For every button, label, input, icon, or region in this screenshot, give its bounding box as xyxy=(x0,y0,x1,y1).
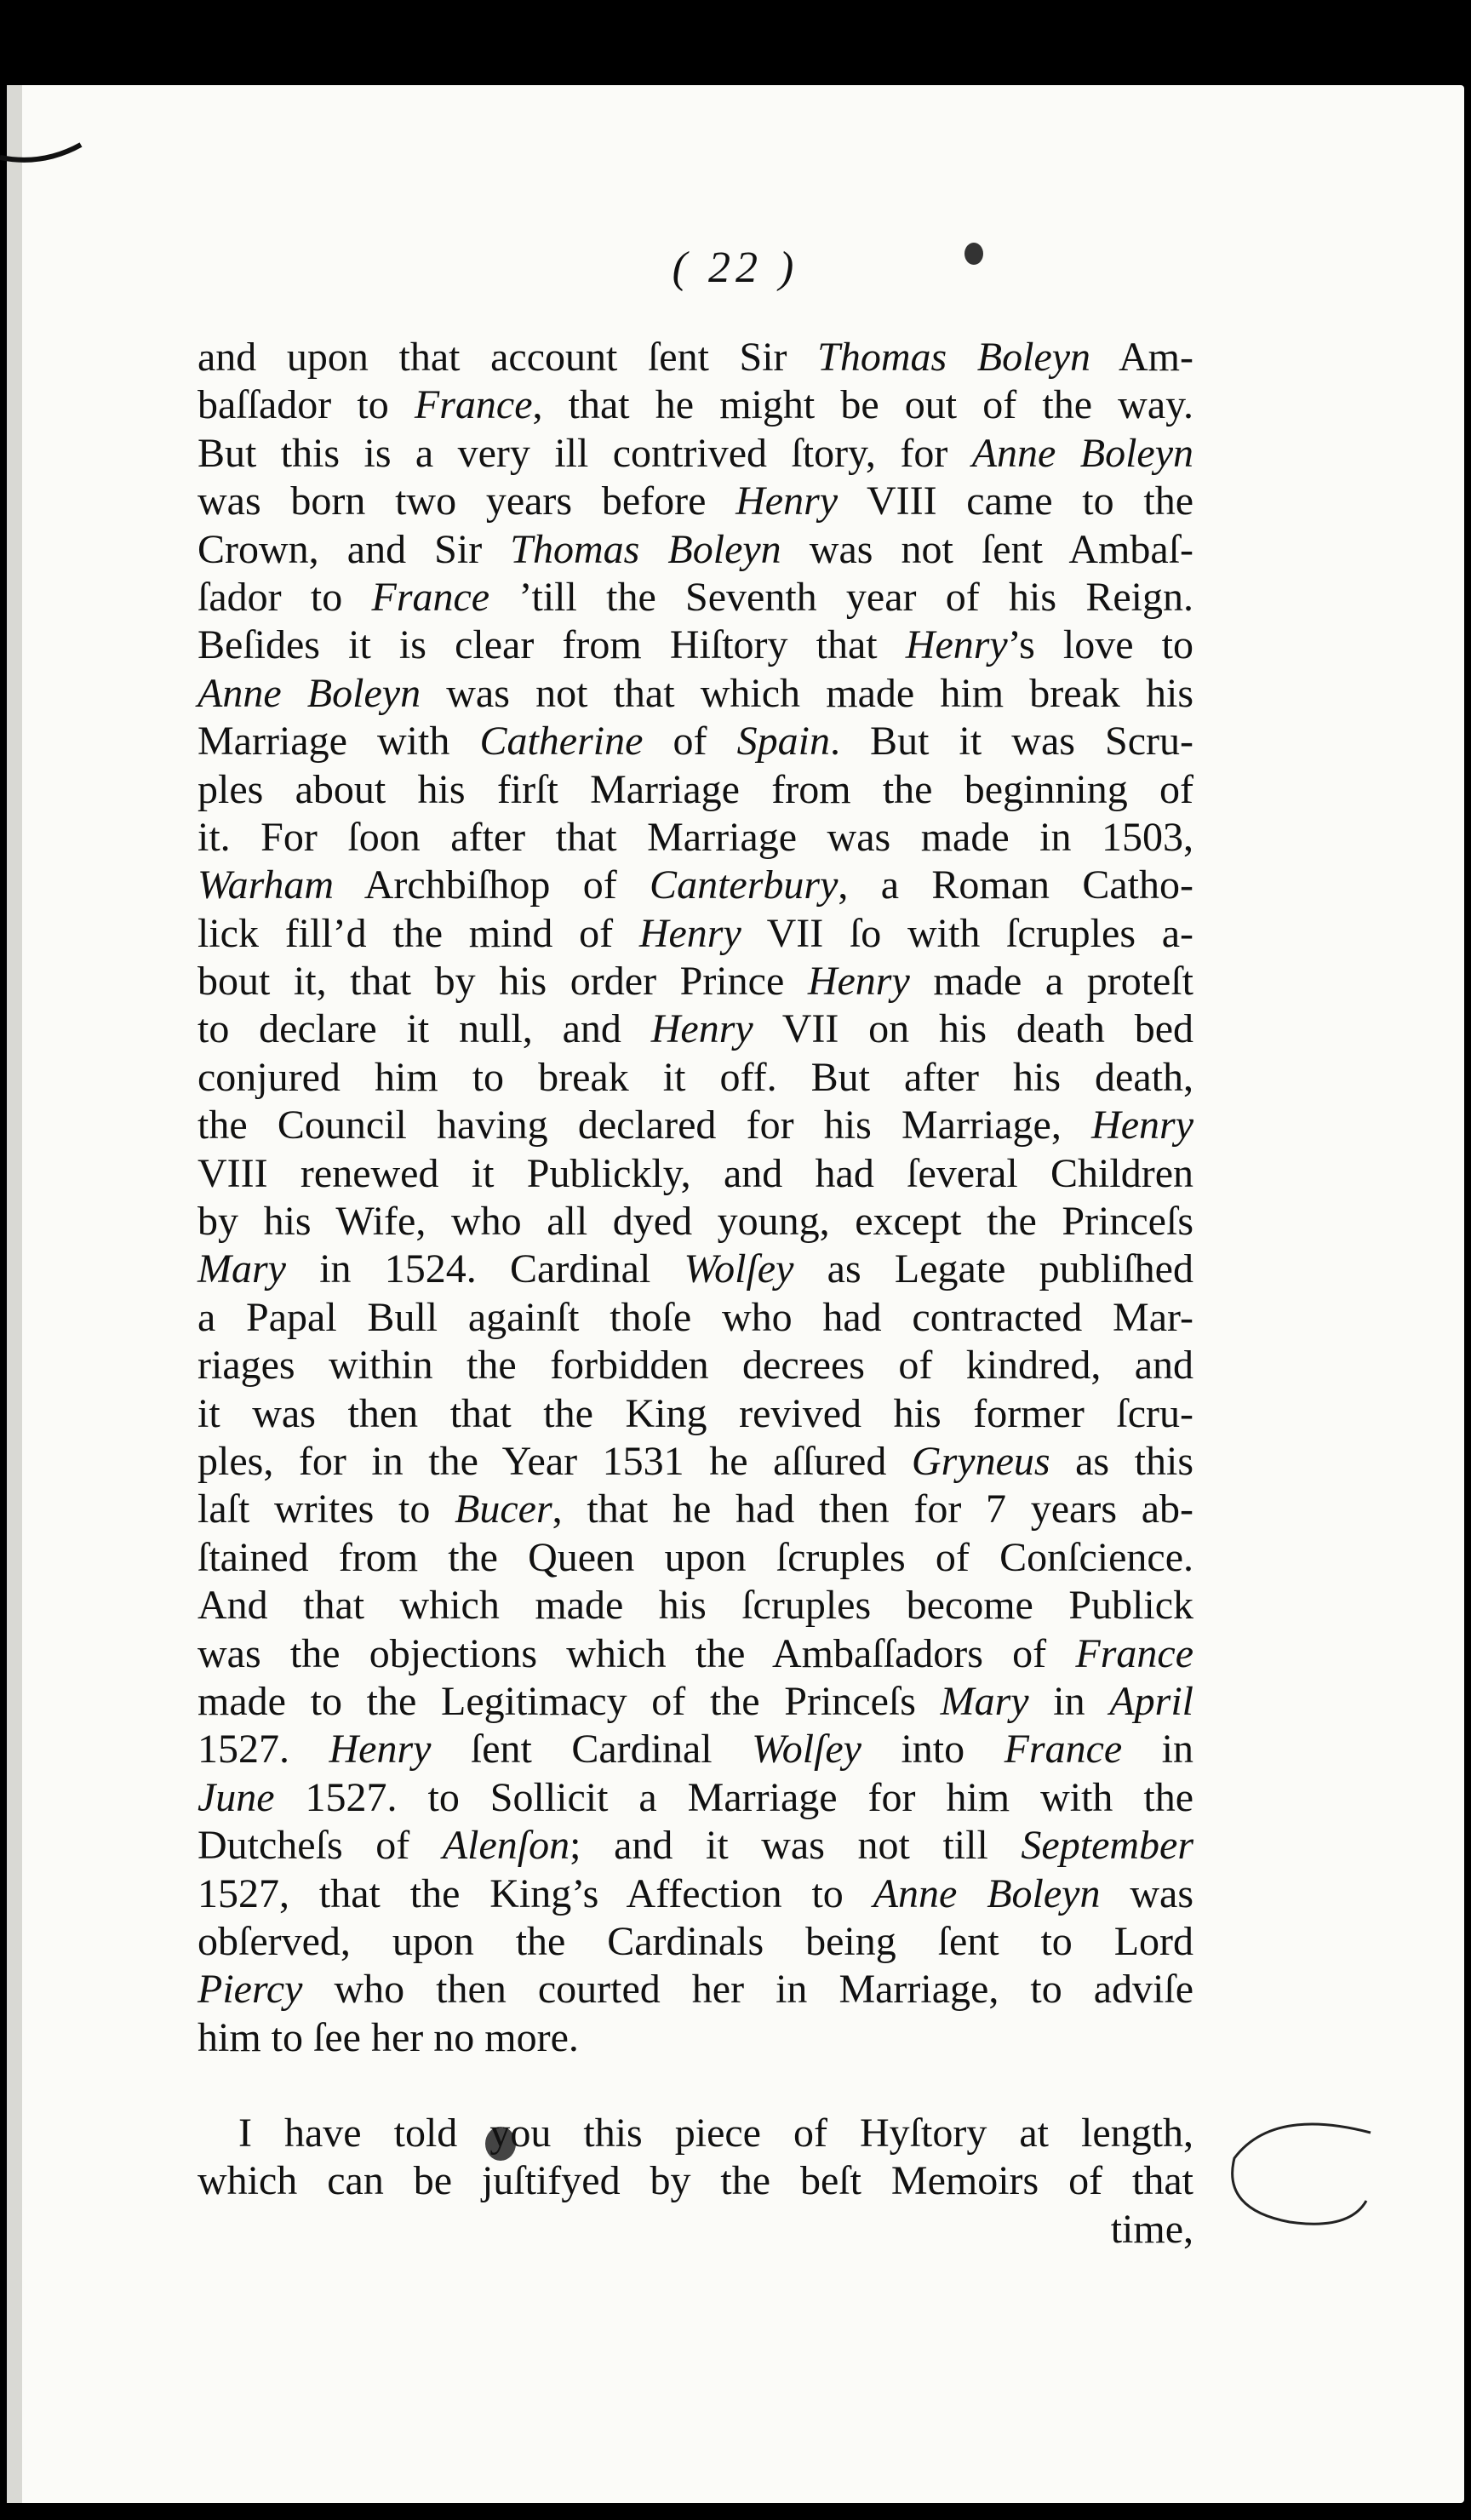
text-line xyxy=(197,2110,1193,2157)
text-line xyxy=(197,1582,1193,1629)
text-run: to declare it null, and xyxy=(197,1006,651,1052)
text-line xyxy=(197,1678,1193,1726)
text-run: VII ſo with ſcruples a- xyxy=(741,910,1193,956)
italic-run: Henry xyxy=(905,622,1008,668)
italic-run: Gryneus xyxy=(911,1438,1050,1484)
text-line xyxy=(197,1005,1193,1053)
text-run: by his Wife, who all dyed young, except the Princeſs xyxy=(197,1199,1193,1245)
text-line xyxy=(197,2157,1193,2205)
text-run: VIII renewed it Publickly, and had ſeveral Children xyxy=(197,1150,1193,1196)
italic-run: France xyxy=(1075,1630,1193,1676)
text-run: of xyxy=(643,719,737,765)
text-run: and upon that account ſent Sir xyxy=(197,335,818,380)
italic-run: Anne Boleyn xyxy=(873,1870,1101,1916)
italic-run: Henry xyxy=(638,910,741,956)
page-number: ( 22 ) xyxy=(672,243,799,292)
text-run: , a Roman Catho- xyxy=(838,862,1193,908)
text-run: I have told you this piece of Hyſtory at length, xyxy=(238,2110,1193,2156)
text-run: , that he had then for 7 years ab- xyxy=(552,1486,1193,1532)
text-run: But this is a very ill contrived ſtory, for xyxy=(197,430,972,476)
text-run: was not that which made him break his xyxy=(421,670,1194,716)
text-line xyxy=(197,574,1193,621)
text-line xyxy=(197,1630,1193,1678)
text-run: Am- xyxy=(1090,335,1193,380)
text-run: ’till the Seventh year of his Reign. xyxy=(489,574,1193,620)
text-line xyxy=(197,1438,1193,1486)
italic-run: September xyxy=(1021,1823,1194,1869)
text-line xyxy=(197,381,1193,429)
text-run: Crown, and Sir xyxy=(197,526,511,572)
text-run: was born two years before xyxy=(197,478,736,524)
text-line xyxy=(197,478,1193,525)
text-run: ples, for in the Year 1531 he aſſured xyxy=(197,1438,912,1484)
text-run: baſſador to xyxy=(197,382,415,428)
italic-run: Spain xyxy=(736,719,830,765)
italic-run: Wolſey xyxy=(752,1727,861,1773)
text-run: . But it was Scru- xyxy=(829,719,1193,765)
italic-run: Henry xyxy=(650,1006,753,1052)
text-line xyxy=(197,526,1193,574)
text-line xyxy=(197,1966,1193,2013)
page-edge xyxy=(7,85,22,2503)
italic-run: Thomas Boleyn xyxy=(510,526,781,572)
text-run: VIII came to the xyxy=(838,478,1193,524)
text-run: it. For ſoon after that Marriage was made in 1503, xyxy=(197,814,1193,860)
text-line xyxy=(197,1870,1193,1918)
italic-run: Alenſon xyxy=(442,1823,570,1869)
text-line xyxy=(197,2014,1193,2062)
text-run: ples about his firſt Marriage from the beginning of xyxy=(197,766,1193,812)
text-run: laſt writes to xyxy=(197,1486,455,1532)
text-run: made to the Legitimacy of the Princeſs xyxy=(197,1678,941,1724)
text-run: 1527. to Sollicit a Marriage for him with the xyxy=(274,1774,1193,1820)
text-run: Beſides it is clear from Hiſtory that xyxy=(197,622,906,668)
text-line xyxy=(197,1726,1193,1773)
italic-run: Bucer xyxy=(455,1486,552,1532)
italic-run: Canterbury xyxy=(650,862,839,908)
italic-run: Warham xyxy=(197,862,335,908)
paragraph-gap xyxy=(197,2062,1193,2110)
body-text xyxy=(197,334,1193,2254)
catchword: time, xyxy=(1110,2206,1193,2252)
text-run: the Council having declared for his Marriage, xyxy=(197,1102,1092,1148)
text-line xyxy=(197,1102,1193,1149)
text-line xyxy=(197,334,1193,381)
text-run: into xyxy=(861,1727,1005,1773)
text-line xyxy=(197,621,1193,669)
text-line xyxy=(197,1486,1193,1533)
italic-run: Henry xyxy=(1091,1102,1193,1148)
text-line xyxy=(197,910,1193,958)
text-run: him to ſee her no more. xyxy=(197,2014,579,2060)
italic-run: France xyxy=(1004,1727,1123,1773)
italic-run: France xyxy=(414,382,533,428)
text-line xyxy=(197,430,1193,478)
italic-run: Catherine xyxy=(479,719,644,765)
text-run: in 1524. Cardinal xyxy=(285,1246,684,1292)
text-run: Archbiſhop of xyxy=(334,862,650,908)
italic-run: June xyxy=(197,1774,275,1820)
text-run: was the objections which the Ambaſſadors of xyxy=(197,1630,1076,1676)
text-run: conjured him to break it off. But after his death, xyxy=(197,1054,1193,1100)
italic-run: Henry xyxy=(329,1727,432,1773)
text-run: Dutcheſs of xyxy=(197,1823,443,1869)
text-run: a Papal Bull againſt thoſe who had contracted Mar- xyxy=(197,1294,1193,1340)
paragraph xyxy=(197,2110,1193,2206)
text-run: , that he might be out of the way. xyxy=(532,382,1194,428)
italic-run: April xyxy=(1109,1678,1194,1724)
text-run: ſtained from the Queen upon ſcruples of Conſcience. xyxy=(197,1534,1193,1580)
italic-run: Wolſey xyxy=(684,1246,794,1292)
text-run: in xyxy=(1122,1727,1194,1773)
text-line xyxy=(197,1774,1193,1822)
text-run: it was then that the King revived his former ſcru- xyxy=(197,1390,1193,1436)
text-line xyxy=(197,766,1193,814)
text-run: VII on his death bed xyxy=(753,1006,1193,1052)
text-run: was xyxy=(1100,1870,1194,1916)
paragraph xyxy=(197,334,1193,2062)
text-run: ’s love to xyxy=(1007,622,1193,668)
text-line xyxy=(197,718,1193,765)
text-line xyxy=(197,1918,1193,1966)
text-run: as this xyxy=(1050,1438,1193,1484)
text-run: lick fill’d the mind of xyxy=(197,910,639,956)
text-run: 1527, that the King’s Affection to xyxy=(197,1870,873,1916)
text-run: riages within the forbidden decrees of kindred, and xyxy=(197,1343,1193,1389)
italic-run: Piercy xyxy=(197,1967,303,2013)
italic-run: Mary xyxy=(940,1678,1029,1724)
text-run: 1527. xyxy=(197,1727,329,1773)
text-line xyxy=(197,1150,1193,1198)
text-run: made a proteſt xyxy=(909,959,1194,1005)
text-line xyxy=(197,1294,1193,1342)
text-line xyxy=(197,1822,1193,1870)
italic-run: France xyxy=(371,574,490,620)
margin-loop-right xyxy=(1222,2116,1375,2235)
text-line xyxy=(197,862,1193,909)
text-run: was not ſent Ambaſ- xyxy=(781,526,1194,572)
text-run: ſent Cardinal xyxy=(431,1727,753,1773)
text-line xyxy=(197,814,1193,862)
text-line xyxy=(197,1198,1193,1246)
text-run: as Legate publiſhed xyxy=(793,1246,1193,1292)
text-line xyxy=(197,1534,1193,1582)
italic-run: Anne Boleyn xyxy=(971,430,1194,476)
text-line xyxy=(197,670,1193,718)
text-line xyxy=(197,958,1193,1005)
text-run: Marriage with xyxy=(197,719,480,765)
italic-run: Anne Boleyn xyxy=(197,670,421,716)
text-line xyxy=(197,1390,1193,1438)
text-run: And that which made his ſcruples become Publick xyxy=(197,1583,1193,1629)
text-line xyxy=(197,1342,1193,1389)
text-run: in xyxy=(1028,1678,1110,1724)
text-run: which can be juſtifyed by the beſt Memoirs of that xyxy=(197,2158,1193,2204)
text-line xyxy=(197,1246,1193,1293)
text-run: obſerved, upon the Cardinals being ſent to Lord xyxy=(197,1918,1193,1964)
italic-run: Mary xyxy=(197,1246,286,1292)
margin-scrawl-left xyxy=(0,128,94,204)
italic-run: Henry xyxy=(736,478,839,524)
text-run: ; and it was not till xyxy=(570,1823,1022,1869)
text-run: ſador to xyxy=(197,574,372,620)
text-line xyxy=(197,1054,1193,1102)
text-run: bout it, that by his order Prince xyxy=(197,959,808,1005)
italic-run: Henry xyxy=(807,959,910,1005)
text-run: who then courted her in Marriage, to adviſe xyxy=(302,1967,1193,2013)
italic-run: Thomas Boleyn xyxy=(817,335,1091,380)
